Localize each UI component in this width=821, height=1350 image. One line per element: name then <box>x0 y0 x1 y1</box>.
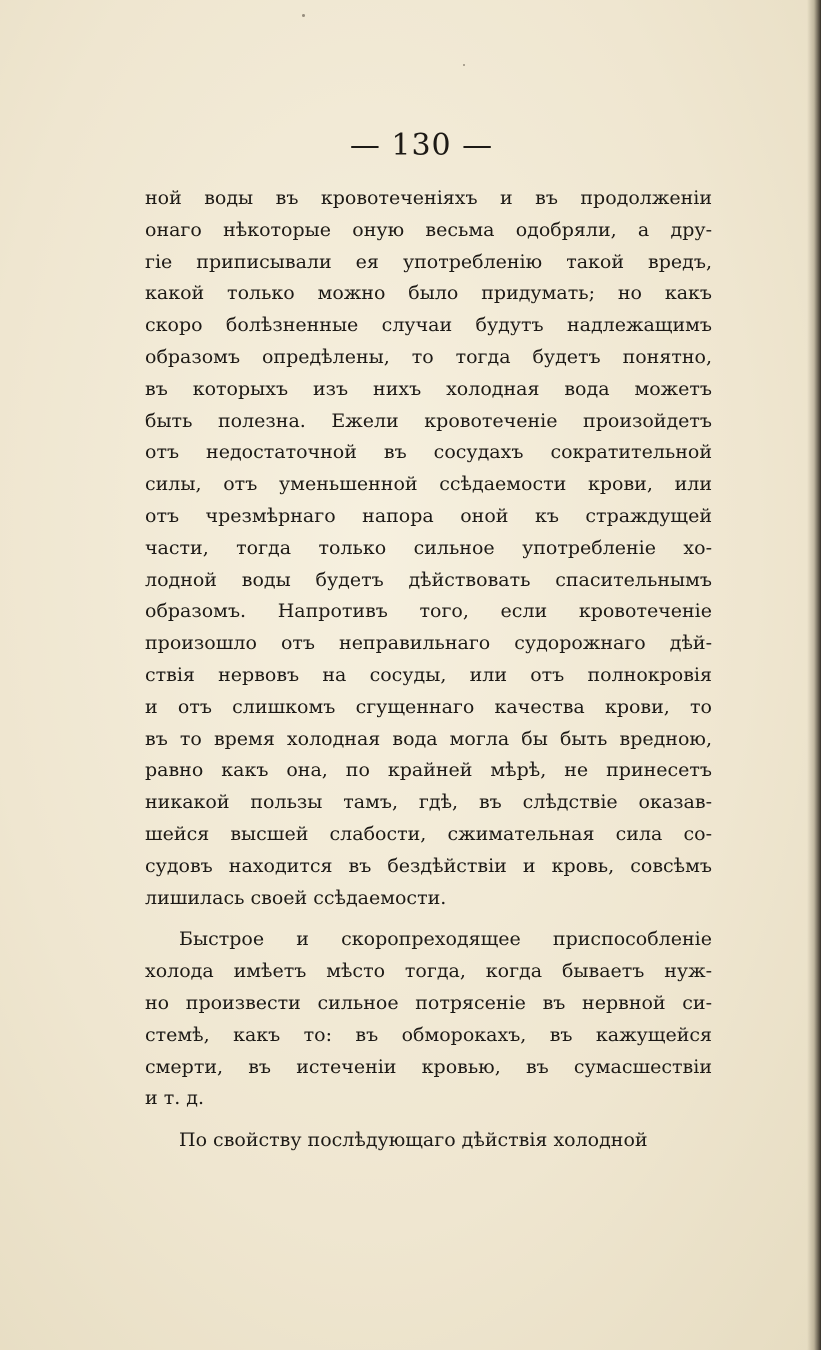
text-line: шейся высшей слабости, сжимательная сила со- <box>145 822 712 845</box>
text-line: силы, отъ уменьшенной ссѣдаемости крови, или <box>145 473 712 496</box>
text-line: произошло отъ неправильнаго судорожнаго дѣй- <box>145 632 712 655</box>
paper-speck <box>463 64 465 66</box>
text-line: гiе приписывали ея употребленiю такой вредъ, <box>145 250 712 273</box>
paragraph <box>145 183 712 914</box>
paragraph-gap <box>145 914 712 924</box>
page-edge-shadow <box>807 0 821 1350</box>
body-text <box>145 183 712 1157</box>
text-line: судовъ находится въ бездѣйствiи и кровь, совсѣмъ <box>145 854 712 877</box>
text-line: части, тогда только сильное употребленiе хо- <box>145 536 712 559</box>
text-line: онаго нѣкоторые оную весьма одобряли, а дру- <box>145 218 712 241</box>
text-line: образомъ опредѣлены, то тогда будетъ понятно, <box>145 345 712 368</box>
text-line: образомъ. Напротивъ того, если кровотеченiе <box>145 600 712 623</box>
text-line: стемѣ, какъ то: въ обморокахъ, въ кажущейся <box>145 1023 712 1046</box>
page-number: — 130 — <box>349 128 494 163</box>
text-line: какой только можно было придумать; но какъ <box>145 282 712 305</box>
text-line: скоро болѣзненные случаи будутъ надлежащимъ <box>145 314 712 337</box>
text-line: быть полезна. Ежели кровотеченiе произойдетъ <box>145 409 712 432</box>
text-line: и отъ слишкомъ сгущеннаго качества крови, то <box>145 695 712 718</box>
text-line: лодной воды будетъ дѣйствовать спасительнымъ <box>145 568 712 591</box>
text-line: въ то время холодная вода могла бы быть вредною, <box>145 727 712 750</box>
text-line: и т. д. <box>145 1087 205 1110</box>
text-line: По свойству послѣдующаго дѣйствiя холодной <box>179 1129 648 1152</box>
text-line: холода имѣетъ мѣсто тогда, когда бываетъ нуж- <box>145 960 712 983</box>
paragraph <box>145 1125 712 1157</box>
text-line: Быстрое и скоропреходящее приспособленiе <box>179 928 712 951</box>
text-line: лишилась своей ссѣдаемости. <box>145 886 447 909</box>
text-line: но произвести сильное потрясенiе въ нервной си- <box>145 991 712 1014</box>
text-line: ной воды въ кровотеченiяхъ и въ продолженiи <box>145 187 712 209</box>
text-line: никакой пользы тамъ, гдѣ, въ слѣдствiе оказав- <box>145 791 712 814</box>
text-line: смерти, въ истеченiи кровью, въ сумасшествiи <box>145 1055 712 1078</box>
paper-speck <box>302 14 305 17</box>
paragraph <box>145 924 712 1115</box>
text-line: отъ недостаточной въ сосудахъ сократительной <box>145 441 712 464</box>
text-line: въ которыхъ изъ нихъ холодная вода можетъ <box>145 377 712 400</box>
text-line: равно какъ она, по крайней мѣрѣ, не принесетъ <box>145 759 712 782</box>
paragraph-gap <box>145 1115 712 1125</box>
text-line: отъ чрезмѣрнаго напора оной къ страждущей <box>145 504 712 527</box>
text-line: ствiя нервовъ на сосуды, или отъ полнокровiя <box>145 663 712 686</box>
